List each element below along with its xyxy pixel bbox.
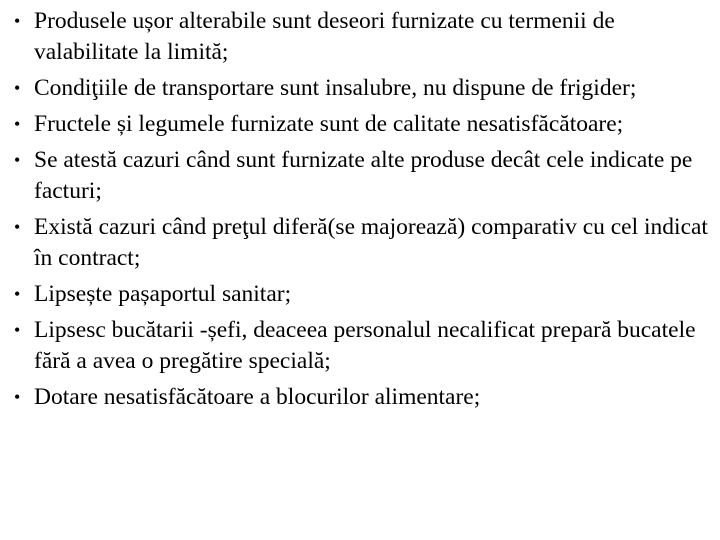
bullet-list — [10, 6, 715, 418]
list-item — [10, 279, 715, 310]
list-item-text: Condiţiile de transportare sunt insalubre, nu dispune de frigider; — [34, 75, 637, 101]
list-item — [10, 145, 715, 207]
list-item — [10, 6, 715, 68]
list-item — [10, 382, 715, 413]
list-item — [10, 212, 715, 274]
bullet-marker: • — [14, 114, 21, 134]
bullet-marker: • — [14, 320, 21, 340]
list-item-text: Dotare nesatisfăcătoare a blocurilor alimentare; — [34, 384, 481, 410]
bullet-marker: • — [14, 387, 21, 407]
list-item-text: Lipsesc bucătarii -șefi, deaceea personalul necalificat prepară bucatele fără a avea o pregătire specială; — [34, 317, 696, 374]
bullet-marker: • — [14, 217, 21, 237]
list-item — [10, 109, 715, 140]
list-item-text: Se atestă cazuri când sunt furnizate alte produse decât cele indicate pe facturi; — [34, 147, 693, 204]
list-item-text: Fructele și legumele furnizate sunt de calitate nesatisfăcătoare; — [34, 111, 624, 137]
list-item — [10, 73, 715, 104]
list-item-text: Lipsește pașaportul sanitar; — [34, 281, 292, 307]
list-item-text: Există cazuri când preţul diferă(se majorează) comparativ cu cel indicat în contract; — [34, 214, 708, 271]
bullet-marker: • — [14, 150, 21, 170]
bullet-marker: • — [14, 78, 21, 98]
bullet-marker: • — [14, 284, 21, 304]
list-item-text: Produsele ușor alterabile sunt deseori furnizate cu termenii de valabilitate la limită; — [34, 8, 615, 65]
bullet-marker: • — [14, 11, 21, 31]
list-item — [10, 315, 715, 377]
